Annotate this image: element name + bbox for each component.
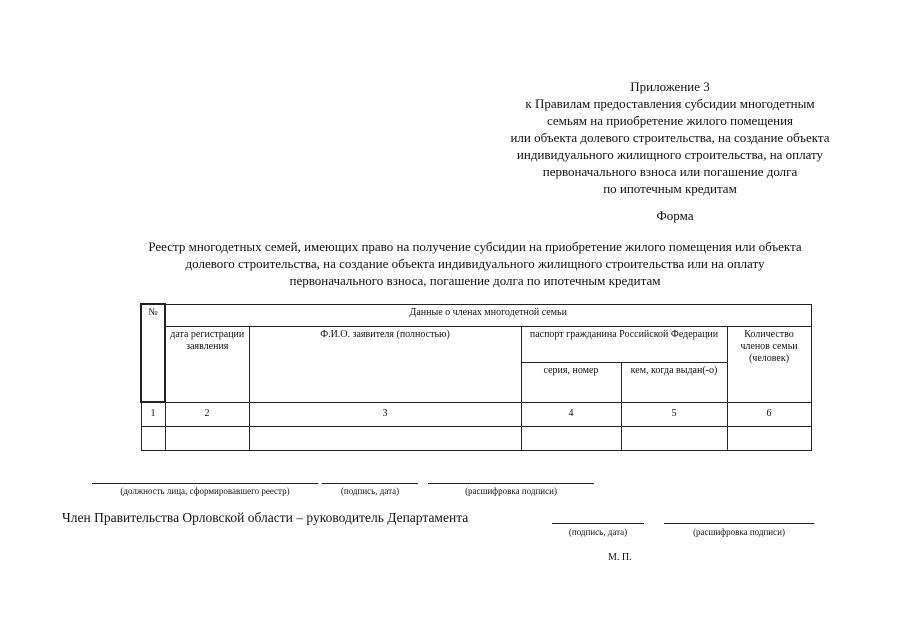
sign-caption-2: (подпись, дата) (568, 527, 628, 537)
header-date: дата регистрации заявления (165, 326, 249, 402)
col-number-cell: 5 (621, 402, 727, 426)
position-line (92, 483, 318, 484)
sign-line (322, 483, 418, 484)
sign-caption: (подпись, дата) (340, 486, 400, 496)
form-label: Форма (656, 208, 694, 223)
header-count: Количество членов семьи (человек) (727, 326, 811, 402)
appendix-line: первоначального взноса или погашение долга (542, 164, 798, 179)
decode-caption-2: (расшифровка подписи) (693, 527, 785, 537)
empty-cell (249, 426, 521, 450)
empty-cell (521, 426, 621, 450)
decode-line (428, 483, 594, 484)
appendix-line: или объекта долевого строительства, на создание объекта (510, 130, 830, 145)
header-fio: Ф.И.О. заявителя (полностью) (249, 326, 521, 402)
empty-cell (141, 426, 165, 450)
appendix-line: по ипотечным кредитам (603, 181, 737, 196)
stamp-mark: М. П. (608, 552, 632, 563)
document-title (60, 238, 890, 289)
registry-table (140, 303, 812, 451)
empty-cell (621, 426, 727, 450)
appendix-line: индивидуального жилищного строительства, на оплату (516, 147, 824, 162)
appendix-line: к Правилам предоставления субсидии многодетным (525, 96, 815, 111)
appendix-block (470, 78, 870, 197)
header-number: № (141, 304, 165, 402)
appendix-line: Приложение 3 (630, 79, 710, 94)
title-line: первоначального взноса, погашение долга по ипотечным кредитам (289, 273, 661, 288)
col-number-cell: 1 (141, 402, 165, 426)
table-row-empty (141, 426, 811, 450)
empty-cell (165, 426, 249, 450)
empty-cell (727, 426, 811, 450)
header-issued: кем, когда выдан(-о) (621, 362, 727, 402)
member-text: Член Правительства Орловской области – руководитель Департамента (62, 510, 469, 525)
title-line: долевого строительства, на создание объекта индивидуального жилищного строительства или на оплату (185, 256, 765, 271)
decode-caption: (расшифровка подписи) (465, 486, 557, 496)
position-caption: (должность лица, сформировавшего реестр) (120, 486, 290, 496)
sign-line-2 (552, 523, 644, 524)
decode-line-2 (664, 523, 814, 524)
table-row-numbers (141, 402, 811, 426)
col-number-cell: 3 (249, 402, 521, 426)
header-series: серия, номер (521, 362, 621, 402)
col-number-cell: 6 (727, 402, 811, 426)
header-passport: паспорт гражданина Российской Федерации (521, 326, 727, 362)
header-family-data: Данные о членах многодетной семьи (165, 304, 811, 326)
col-number-cell: 4 (521, 402, 621, 426)
title-line: Реестр многодетных семей, имеющих право на получение субсидии на приобретение жилого помещения или объекта (148, 239, 802, 254)
col-number-cell: 2 (165, 402, 249, 426)
appendix-line: семьям на приобретение жилого помещения (546, 113, 794, 128)
